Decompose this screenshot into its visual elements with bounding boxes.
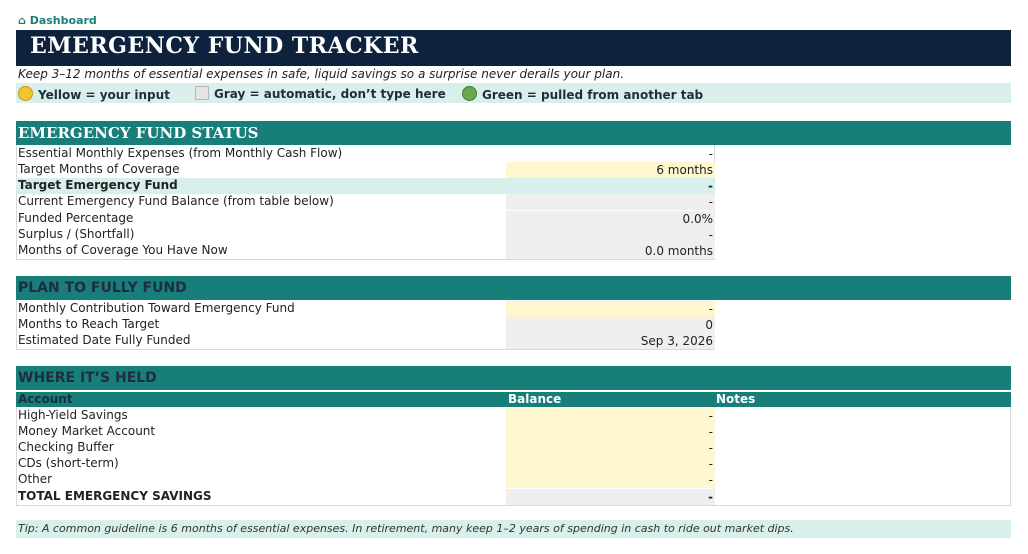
gray-square-icon bbox=[195, 86, 209, 100]
legend-linked-label: Green = pulled from another tab bbox=[482, 88, 704, 102]
legend-auto-label: Gray = automatic, don’t type here bbox=[214, 87, 446, 101]
legend-input bbox=[18, 86, 170, 102]
plan-label-funded-date: Estimated Date Fully Funded bbox=[18, 333, 191, 347]
status-section-title: EMERGENCY FUND STATUS bbox=[18, 124, 259, 142]
account-label-cds: CDs (short-term) bbox=[18, 456, 119, 470]
total-savings-value: - bbox=[506, 489, 715, 505]
status-value-current-balance: - bbox=[506, 194, 715, 210]
plan-section-title: PLAN TO FULLY FUND bbox=[18, 280, 187, 296]
page-title: EMERGENCY FUND TRACKER bbox=[30, 33, 419, 59]
plan-value-funded-date: Sep 3, 2026 bbox=[506, 333, 715, 349]
status-value-target-fund: - bbox=[708, 179, 713, 193]
held-section-header bbox=[16, 366, 1011, 390]
tip-text: Tip: A common guideline is 6 months of essential expenses. In retirement, many keep 1–2 years of spending in cash to ride out market dips. bbox=[18, 522, 794, 535]
legend-linked bbox=[462, 86, 703, 102]
status-label-current-balance: Current Emergency Fund Balance (from table below) bbox=[18, 194, 334, 208]
balance-input-high-yield[interactable]: - bbox=[506, 408, 715, 424]
status-value-funded-pct: 0.0% bbox=[506, 211, 715, 227]
total-savings-label: TOTAL EMERGENCY SAVINGS bbox=[18, 489, 212, 503]
account-label-other: Other bbox=[18, 472, 53, 486]
status-value-surplus: - bbox=[506, 227, 715, 243]
legend-input-label: Yellow = your input bbox=[38, 88, 170, 102]
status-label-coverage-now: Months of Coverage You Have Now bbox=[18, 243, 228, 257]
target-months-input[interactable]: 6 months bbox=[506, 162, 715, 178]
held-section-title: WHERE IT’S HELD bbox=[18, 370, 157, 386]
account-label-checking: Checking Buffer bbox=[18, 440, 114, 454]
column-header-account: Account bbox=[18, 392, 73, 406]
status-label-target-months: Target Months of Coverage bbox=[18, 162, 180, 176]
status-label-surplus: Surplus / (Shortfall) bbox=[18, 227, 135, 241]
notes-column-frame bbox=[715, 407, 1011, 506]
green-circle-icon bbox=[462, 86, 477, 101]
balance-input-cds[interactable]: - bbox=[506, 456, 715, 472]
status-label-target-fund: Target Emergency Fund bbox=[18, 178, 178, 192]
column-header-notes: Notes bbox=[716, 392, 756, 406]
legend-auto bbox=[195, 86, 446, 101]
column-header-balance: Balance bbox=[508, 392, 562, 406]
account-label-money-market: Money Market Account bbox=[18, 424, 156, 438]
status-value-coverage-now: 0.0 months bbox=[506, 243, 715, 259]
plan-label-contribution: Monthly Contribution Toward Emergency Fund bbox=[18, 301, 295, 315]
monthly-contribution-input[interactable]: - bbox=[506, 301, 715, 317]
status-label-funded-pct: Funded Percentage bbox=[18, 211, 134, 225]
account-label-high-yield: High-Yield Savings bbox=[18, 408, 128, 422]
plan-value-months-to-target: 0 bbox=[506, 317, 715, 333]
balance-input-checking[interactable]: - bbox=[506, 440, 715, 456]
balance-input-other[interactable]: - bbox=[506, 472, 715, 488]
status-label-expenses: Essential Monthly Expenses (from Monthly Cash Flow) bbox=[18, 146, 343, 160]
status-value-expenses: - bbox=[708, 147, 713, 161]
balance-input-money-market[interactable]: - bbox=[506, 424, 715, 440]
dashboard-link[interactable]: ⌂ Dashboard bbox=[18, 14, 97, 27]
plan-label-months-to-target: Months to Reach Target bbox=[18, 317, 160, 331]
yellow-circle-icon bbox=[18, 86, 33, 101]
page-subtitle: Keep 3–12 months of essential expenses in safe, liquid savings so a surprise never derails your plan. bbox=[18, 67, 625, 81]
